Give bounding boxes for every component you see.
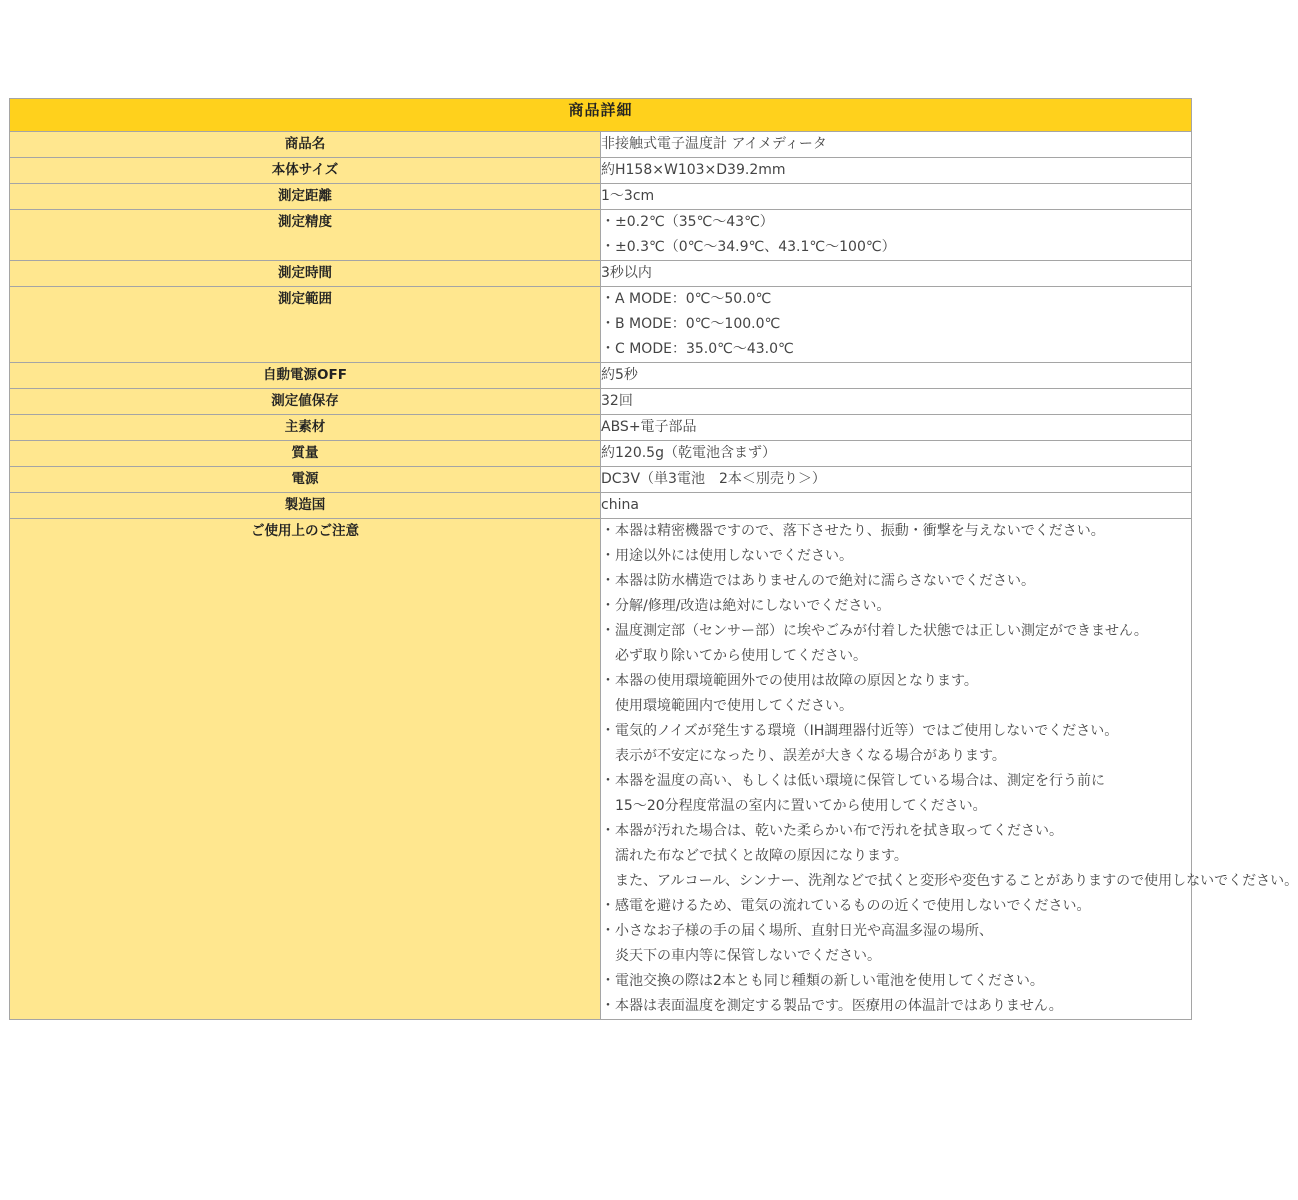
row-value (601, 493, 1192, 519)
value-line: ・分解/修理/改造は絶対にしないでください。 (601, 598, 891, 614)
value-line: ・本器は精密機器ですので、落下させたり、振動・衝撃を与えないでください。 (601, 523, 1105, 539)
value-line: 1～3cm (601, 188, 655, 204)
table-row (10, 184, 1192, 210)
value-line: ・温度測定部（センサー部）に埃やごみが付着した状態では正しい測定ができません。 (601, 623, 1148, 639)
row-label: 電源 (10, 467, 601, 493)
row-label: 測定範囲 (10, 287, 601, 363)
value-line: 32回 (601, 393, 633, 409)
value-line: 必ず取り除いてから使用してください。 (601, 648, 867, 664)
row-label: 商品名 (10, 132, 601, 158)
value-line: ・用途以外には使用しないでください。 (601, 548, 853, 564)
row-label: 主素材 (10, 415, 601, 441)
value-line: 15～20分程度常温の室内に置いてから使用してください。 (601, 798, 987, 814)
value-line: ・電池交換の際は2本とも同じ種類の新しい電池を使用してください。 (601, 973, 1044, 989)
value-line: 約5秒 (601, 367, 638, 383)
value-line: ・±0.3℃（0℃～34.9℃、43.1℃～100℃） (601, 239, 896, 255)
value-line: 3秒以内 (601, 265, 652, 281)
value-line: ABS+電子部品 (601, 419, 697, 435)
table-row (10, 363, 1192, 389)
row-label: 測定距離 (10, 184, 601, 210)
value-line: ・本器を温度の高い、もしくは低い環境に保管している場合は、測定を行う前に (601, 773, 1105, 789)
row-value (601, 287, 1192, 363)
row-value (601, 210, 1192, 261)
table-row (10, 210, 1192, 261)
table-row (10, 519, 1192, 1020)
row-value (601, 519, 1298, 1020)
table-row (10, 287, 1192, 363)
row-label: 質量 (10, 441, 601, 467)
table-row (10, 389, 1192, 415)
row-value (601, 184, 1192, 210)
row-label: 測定値保存 (10, 389, 601, 415)
row-label: 測定精度 (10, 210, 601, 261)
table-row (10, 415, 1192, 441)
value-line: 非接触式電子温度計 アイメディータ (601, 136, 827, 152)
row-value (601, 158, 1192, 184)
row-value (601, 467, 1192, 493)
value-line: ・本器が汚れた場合は、乾いた柔らかい布で汚れを拭き取ってください。 (601, 823, 1063, 839)
value-line: ・A MODE：0℃～50.0℃ (601, 291, 772, 307)
table-row (10, 467, 1192, 493)
value-line: ・電気的ノイズが発生する環境（IH調理器付近等）ではご使用しないでください。 (601, 723, 1119, 739)
value-line: ・本器は防水構造ではありませんので絶対に濡らさないでください。 (601, 573, 1035, 589)
value-line: china (601, 497, 639, 513)
value-line: また、アルコール、シンナー、洗剤などで拭くと変形や変色することがありますので使用しないでください。 (601, 873, 1298, 889)
value-line: ・感電を避けるため、電気の流れているものの近くで使用しないでください。 (601, 898, 1091, 914)
table-row (10, 493, 1192, 519)
value-line: ・本器は表面温度を測定する製品です。医療用の体温計ではありません。 (601, 998, 1063, 1014)
row-label: 測定時間 (10, 261, 601, 287)
value-line: ・小さなお子様の手の届く場所、直射日光や高温多湿の場所、 (601, 923, 993, 939)
value-line: DC3V（単3電池 2本＜別売り＞） (601, 471, 826, 487)
row-value (601, 132, 1192, 158)
value-line: ・±0.2℃（35℃～43℃） (601, 214, 774, 230)
table-title: 商品詳細 (10, 99, 1192, 132)
value-line: ・本器の使用環境範囲外での使用は故障の原因となります。 (601, 673, 978, 689)
value-line: ・C MODE：35.0℃～43.0℃ (601, 341, 794, 357)
value-line: 使用環境範囲内で使用してください。 (601, 698, 853, 714)
table-row (10, 261, 1192, 287)
value-line: 炎天下の車内等に保管しないでください。 (601, 948, 881, 964)
product-detail-table (9, 98, 1298, 1020)
table-header-row (10, 99, 1192, 132)
row-label: ご使用上のご注意 (10, 519, 601, 1020)
value-line: 約H158×W103×D39.2mm (601, 162, 786, 178)
table-row (10, 158, 1192, 184)
row-label: 本体サイズ (10, 158, 601, 184)
value-line: ・B MODE：0℃～100.0℃ (601, 316, 781, 332)
row-value (601, 261, 1192, 287)
row-value (601, 389, 1192, 415)
row-value (601, 363, 1192, 389)
table-body (10, 132, 1298, 1020)
table-row (10, 441, 1192, 467)
value-line: 表示が不安定になったり、誤差が大きくなる場合があります。 (601, 748, 1006, 764)
value-line: 濡れた布などで拭くと故障の原因になります。 (601, 848, 908, 864)
row-label: 自動電源OFF (10, 363, 601, 389)
table-row (10, 132, 1192, 158)
row-value (601, 441, 1192, 467)
value-line: 約120.5g（乾電池含まず） (601, 445, 776, 461)
row-value (601, 415, 1192, 441)
row-label: 製造国 (10, 493, 601, 519)
